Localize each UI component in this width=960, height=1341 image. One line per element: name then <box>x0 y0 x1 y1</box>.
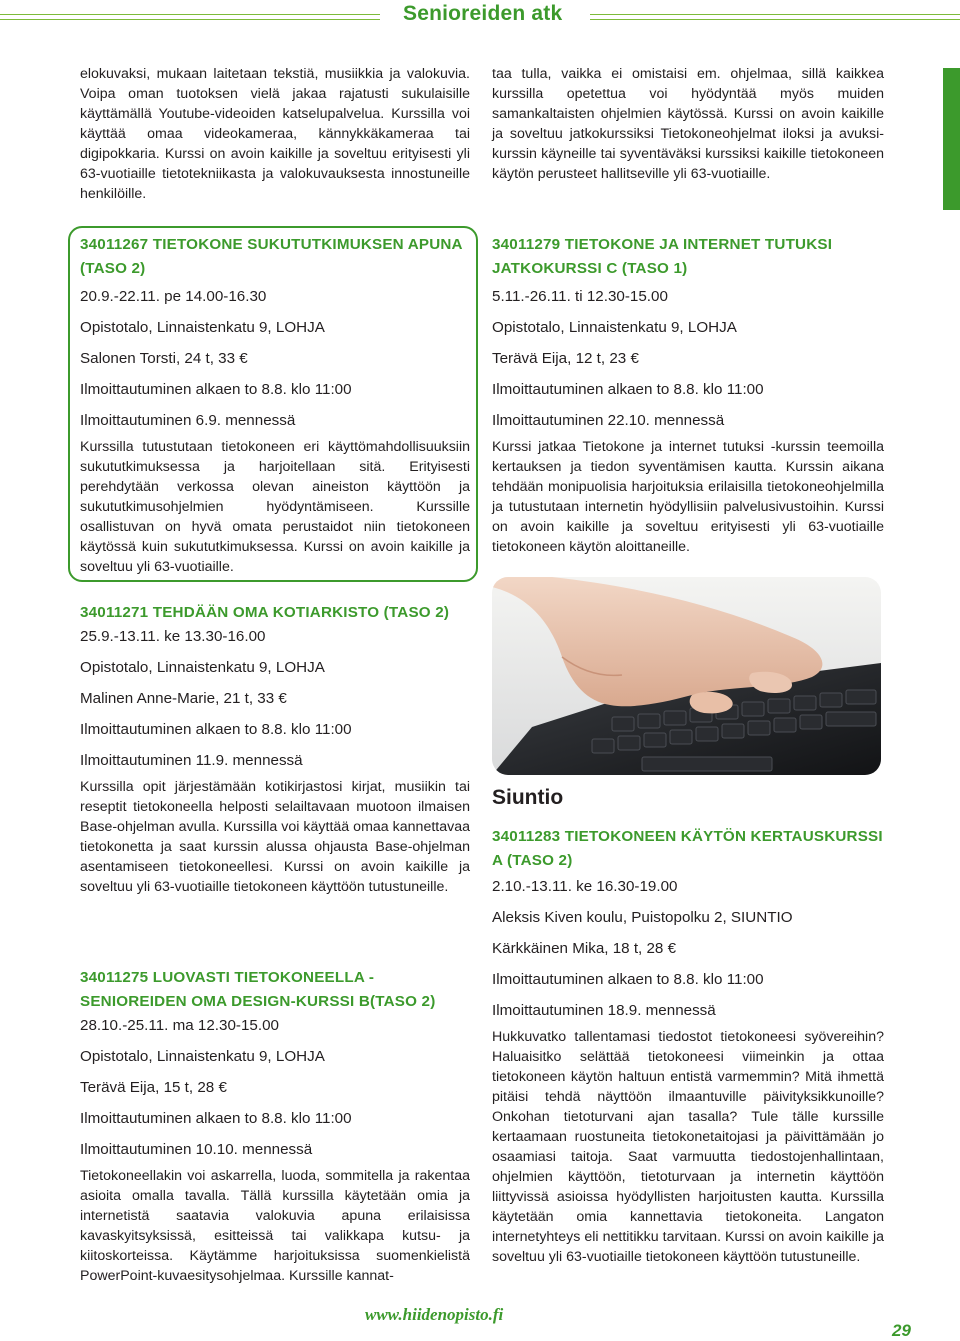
intro-right <box>492 64 884 184</box>
course-reg-end: Ilmoittautuminen 10.10. mennessä <box>80 1141 313 1158</box>
course-34011267 <box>80 233 470 577</box>
section-tab-marker <box>943 68 960 210</box>
course-reg-end: Ilmoittautuminen 18.9. mennessä <box>492 1002 716 1019</box>
course-place: Opistotalo, Linnaistenkatu 9, LOHJA <box>80 1048 325 1065</box>
keyboard-photo <box>492 577 881 775</box>
course-title: 34011267 TIETOKONE SUKUTUTKIMUKSEN APUNA (TASO 2) <box>80 236 463 277</box>
course-34011279 <box>492 233 884 557</box>
course-place: Opistotalo, Linnaistenkatu 9, LOHJA <box>80 659 325 676</box>
course-reg-start: Ilmoittautuminen alkaen to 8.8. klo 11:00 <box>80 1110 352 1127</box>
course-reg-start: Ilmoittautuminen alkaen to 8.8. klo 11:00 <box>80 721 352 738</box>
footer-website-link[interactable]: www.hiidenopisto.fi <box>365 1305 504 1324</box>
course-date: 28.10.-25.11. ma 12.30-15.00 <box>80 1017 279 1034</box>
course-reg-end: Ilmoittautuminen 22.10. mennessä <box>492 412 725 429</box>
header-rule-left <box>0 14 380 20</box>
course-teacher: Malinen Anne-Marie, 21 t, 33 € <box>80 690 287 707</box>
course-teacher: Terävä Eija, 12 t, 23 € <box>492 350 639 367</box>
course-description: Kurssi jatkaa Tietokone ja internet tutuksi -kurssin teemoilla kertauksen ja tiedon syventämisen kautta. Kurssin aikana tehdään monipuolisia harjoituksia erilaisilla tietokoneohjelmilla ja tutustutaan internetin hyödyllisiin palvelusivustoihin. Kurssi on avoin kaikille ja soveltuu erityisesti yli 63-vuotiaille tietokoneen käytön aloittaneille. <box>492 439 884 555</box>
course-title: 34011279 TIETOKONE JA INTERNET TUTUKSI JATKOKURSSI C (TASO 1) <box>492 236 833 277</box>
course-date: 20.9.-22.11. pe 14.00-16.30 <box>80 288 267 305</box>
course-teacher: Terävä Eija, 15 t, 28 € <box>80 1079 227 1096</box>
course-title: 34011275 LUOVASTI TIETOKONEELLA - SENIOREIDEN OMA DESIGN-KURSSI B(TASO 2) <box>80 969 436 1010</box>
course-title: 34011271 TEHDÄÄN OMA KOTIARKISTO (TASO 2) <box>80 604 450 621</box>
course-reg-end: Ilmoittautuminen 6.9. mennessä <box>80 412 296 429</box>
course-description: Hukkuvatko tallentamasi tiedostot tietokoneesi syövereihin? Haluaisitko selättää tietokoneesi viimeinkin ja ottaa tietokoneen käytön haltuun entistä varmemmin? Mitä ihmettä pitäisi tehdä näyttöön ilmaantuville päivityksikkunoille? Onkohan tietoturvani ajan tasalla? Tule tälle kurssille kertaamaan ruostuneita tietokonetaitojasi ja päivittämään jo osaamiasi taitoja. Saat varmuutta tiedostojenhallintaan, ohjelmien käyttöön, tietoturvaan ja internetin käyttöön liittyvissä asioissa hyödyllisten harjoitusten kautta. Kurssilla käytetään omia kannettavia tietokoneita. Langaton internetyhteys eli nettitikku tarvitaan. Kurssi on avoin kaikille ja soveltuu yli 63-vuotiaille tietokoneen käyttöön tutustuneille. <box>492 1029 884 1265</box>
course-reg-start: Ilmoittautuminen alkaen to 8.8. klo 11:00 <box>80 381 352 398</box>
course-reg-start: Ilmoittautuminen alkaen to 8.8. klo 11:00 <box>492 381 764 398</box>
town-heading: Siuntio <box>492 786 564 809</box>
section-siuntio <box>492 785 884 1267</box>
course-date: 2.10.-13.11. ke 16.30-19.00 <box>492 878 678 895</box>
course-description: Kurssilla opit järjestämään kotikirjastosi kirjat, musiikin tai reseptit tietokoneella helposti selailtavaan muotoon ilmaisen Base-ohjelman avulla. Kurssilla voi käyttää omaa kannettavaa tietokonetta ja saat kurssin alussa ohjausta Base-ohjelman asentamiseen tietokoneellesi. Kurssi on avoin kaikille ja soveltuu yli 63-vuotiaille tietokoneen käyttöön tutustuneille. <box>80 779 470 895</box>
course-place: Opistotalo, Linnaistenkatu 9, LOHJA <box>80 319 325 336</box>
course-teacher: Salonen Torsti, 24 t, 33 € <box>80 350 248 367</box>
intro-left <box>80 64 470 204</box>
course-reg-end: Ilmoittautuminen 11.9. mennessä <box>80 752 303 769</box>
course-34011283 <box>492 825 884 1267</box>
page-number: 29 <box>892 1321 911 1340</box>
course-place: Aleksis Kiven koulu, Puistopolku 2, SIUNTIO <box>492 909 793 926</box>
course-reg-start: Ilmoittautuminen alkaen to 8.8. klo 11:00 <box>492 971 764 988</box>
intro-right-text: taa tulla, vaikka ei omistaisi em. ohjelmaa, sillä kaikkea kurssilla opetettua voi hyödyntää myös muiden samankaltaisten ohjelmien käytössä. Kurssi on avoin kaikille ja soveltuu jatkokurssiksi Tietokoneohjelmat iloksi ja avuksi-kurssin käyneille tai syventäväksi kurssiksi kaikille tietokoneen käytön perusteet hallitseville yli 63-vuotiaille. <box>492 66 884 182</box>
course-34011275 <box>80 966 470 1286</box>
course-date: 5.11.-26.11. ti 12.30-15.00 <box>492 288 668 305</box>
course-title: 34011283 TIETOKONEEN KÄYTÖN KERTAUSKURSSI A (TASO 2) <box>492 828 883 869</box>
page-header-title: Senioreiden atk <box>403 2 563 25</box>
course-date: 25.9.-13.11. ke 13.30-16.00 <box>80 628 266 645</box>
course-place: Opistotalo, Linnaistenkatu 9, LOHJA <box>492 319 737 336</box>
header-rule-right <box>590 14 960 20</box>
course-teacher: Kärkkäinen Mika, 18 t, 28 € <box>492 940 677 957</box>
course-description: Kurssilla tutustutaan tietokoneen eri käyttömahdollisuuksiin sukututkimuksessa ja harjoitellaan sitä. Erityisesti perehdytään verkossa olevan aineiston käyttöön ja sukututkimusohjelmien hyödyntämiseen. Kurssille osallistuvan on hyvä omata perustaidot niin tietokoneen käytössä kuin sukututkimuksessa. Kurssi on avoin kaikille ja soveltuu yli 63-vuotiaille. <box>80 439 470 575</box>
course-description: Tietokoneellakin voi askarrella, luoda, sommitella ja rakentaa asioita omalla tavalla. Tällä kurssilla käytetään omia ja internetistä saatavia valokuvia apuna erilaisissa kavaskyitsyksissä, esitteissä tai valikkapa kutsu- ja kiitoskorteissa. Käytämme harjoituksissa suomenkielistä PowerPoint-kuvaesitysohjelmaa. Kurssille kannat- <box>80 1168 470 1284</box>
course-34011271 <box>80 601 470 897</box>
intro-left-text: elokuvaksi, mukaan laitetaan tekstiä, musiikkia ja valokuvia. Voipa oman tuotoksen vielä jakaa rajatusti sukulaisille käyttämällä Youtube-videoiden katselupalvelua. Kurssilla voi käyttää omaa videokameraa, kännykkäkameraa tai digipokkaria. Kurssi on avoin kaikille ja soveltuu erityisesti yli 63-vuotiaille tietotekniikasta ja valokuvauksesta innostuneille henkilöille. <box>80 66 470 202</box>
